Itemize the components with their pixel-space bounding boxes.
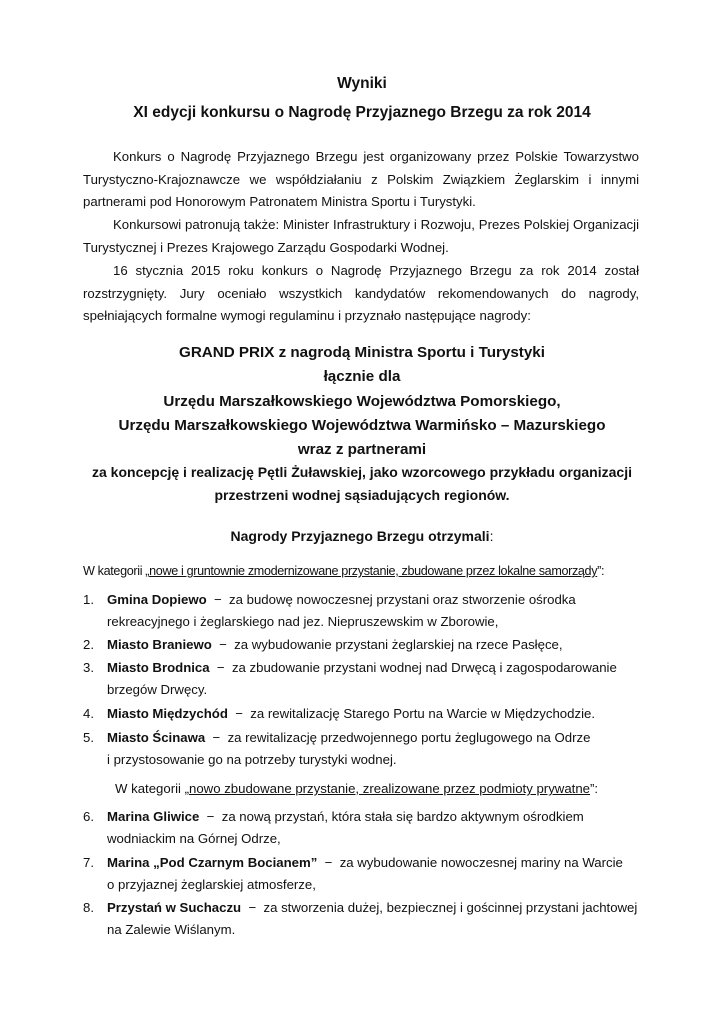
award-number: 8. bbox=[83, 900, 94, 915]
award-description: za zbudowanie przystani wodnej nad Drwęcą i zagospodarowanie bbox=[231, 660, 617, 675]
document-title: Wyniki bbox=[337, 75, 387, 92]
award-number: 4. bbox=[83, 706, 94, 721]
award-separator: − bbox=[206, 592, 230, 607]
grand-prix-line-2: łącznie dla bbox=[323, 368, 401, 385]
award-description-cont: o przyjaznej żeglarskiej atmosferze, bbox=[107, 877, 316, 892]
grand-prix-line-6: za koncepcję i realizację Pętli Żuławskiej, jako wzorcowego przykładu organizacji bbox=[92, 464, 632, 480]
award-number: 2. bbox=[83, 637, 94, 652]
award-body bbox=[107, 657, 653, 701]
category-1 bbox=[83, 561, 604, 581]
category-1-prefix: W kategorii „ bbox=[83, 564, 150, 578]
award-recipient: Miasto Braniewo bbox=[107, 637, 212, 652]
award-body bbox=[107, 634, 653, 656]
awards-heading bbox=[60, 528, 664, 544]
award-body bbox=[107, 852, 653, 896]
award-body bbox=[107, 727, 653, 771]
award-separator: − bbox=[317, 855, 340, 870]
award-recipient: Miasto Brodnica bbox=[107, 660, 210, 675]
award-number: 3. bbox=[83, 660, 94, 675]
grand-prix-line-5: wraz z partnerami bbox=[297, 441, 427, 458]
award-description-cont: i przystosowanie go na potrzeby turystyki wodnej. bbox=[107, 752, 397, 767]
award-number: 1. bbox=[83, 592, 94, 607]
award-recipient: Gmina Dopiewo bbox=[107, 592, 207, 607]
grand-prix-line-1: GRAND PRIX z nagrodą Ministra Sportu i Turystyki bbox=[179, 344, 545, 361]
award-body bbox=[107, 589, 653, 633]
award-separator: − bbox=[211, 637, 235, 652]
award-separator: − bbox=[227, 706, 251, 721]
awards-heading-text: Nagrody Przyjaznego Brzegu otrzymali bbox=[230, 528, 490, 544]
award-recipient: Marina „Pod Czarnym Bocianem” bbox=[107, 855, 318, 870]
award-description-cont: rekreacyjnego i żeglarskiego nad jez. Niepruszewskim w Zborowie, bbox=[107, 614, 499, 629]
award-body bbox=[107, 897, 653, 941]
award-description-cont: na Zalewie Wiślanym. bbox=[107, 922, 236, 937]
category-2-name: nowo zbudowane przystanie, zrealizowane przez podmioty prywatne bbox=[189, 781, 590, 796]
award-separator: − bbox=[199, 809, 222, 824]
award-description: za budowę nowoczesnej przystani oraz stworzenie ośrodka bbox=[229, 592, 576, 607]
award-separator: − bbox=[241, 900, 264, 915]
award-recipient: Miasto Ścinawa bbox=[107, 730, 206, 745]
award-description: za stworzenia dużej, bezpiecznej i gościnnej przystani jachtowej bbox=[263, 900, 638, 915]
award-description: za rewitalizację przedwojennego portu żeglugowego na Odrze bbox=[227, 730, 591, 745]
grand-prix-line-4: Urzędu Marszałkowskiego Województwa Warmińsko – Mazurskiego bbox=[118, 417, 606, 434]
award-description: za wybudowanie nowoczesnej mariny na Warcie bbox=[339, 855, 623, 870]
award-description: za rewitalizację Starego Portu na Warcie w Międzychodzie. bbox=[250, 706, 595, 721]
intro-paragraph-2 bbox=[83, 214, 639, 259]
intro-paragraph-3 bbox=[83, 260, 639, 328]
intro-paragraph-1 bbox=[83, 146, 639, 214]
award-description-cont: brzegów Drwęcy. bbox=[107, 682, 208, 697]
award-number: 7. bbox=[83, 855, 94, 870]
category-1-suffix: ”: bbox=[597, 564, 605, 578]
award-separator: − bbox=[209, 660, 232, 675]
awards-heading-colon: : bbox=[489, 528, 494, 544]
grand-prix-line-3: Urzędu Marszałkowskiego Województwa Pomorskiego, bbox=[163, 393, 561, 410]
award-description-cont: wodniackim na Górnej Odrze, bbox=[107, 831, 281, 846]
award-recipient: Marina Gliwice bbox=[107, 809, 200, 824]
document-subtitle: XI edycji konkursu o Nagrodę Przyjaznego Brzegu za rok 2014 bbox=[133, 104, 591, 121]
intro-text-3: 16 stycznia 2015 roku konkurs o Nagrodę Przyjaznego Brzegu za rok 2014 został rozstrzygnięty. Jury oceniało wszystkich kandydatów rekomendowanych do nagrody, spełniających formalne wymogi regulaminu i przyznało następujące nagrody: bbox=[83, 263, 639, 323]
award-body bbox=[107, 703, 653, 725]
award-body bbox=[107, 806, 653, 850]
award-recipient: Przystań w Suchaczu bbox=[107, 900, 242, 915]
intro-text-1: Konkurs o Nagrodę Przyjaznego Brzegu jest organizowany przez Polskie Towarzystwo Turystyczno-Krajoznawcze we współdziałaniu z Polskim Związkiem Żeglarskim i innymi partnerami pod Honorowym Patronatem Ministra Sportu i Turystyki. bbox=[83, 149, 639, 209]
award-separator: − bbox=[205, 730, 228, 745]
award-number: 6. bbox=[83, 809, 94, 824]
category-2-suffix: ”: bbox=[590, 781, 599, 796]
intro-text-2: Konkursowi patronują także: Minister Infrastruktury i Rozwoju, Prezes Polskiej Organizacji Turystycznej i Prezes Krajowego Zarządu Gospodarki Wodnej. bbox=[83, 217, 639, 255]
category-2 bbox=[115, 779, 598, 799]
category-2-prefix: W kategorii „ bbox=[115, 781, 190, 796]
award-description: za nową przystań, która stała się bardzo aktywnym ośrodkiem bbox=[221, 809, 584, 824]
category-1-name: nowe i gruntownie zmodernizowane przystanie, zbudowane przez lokalne samorządy bbox=[149, 564, 598, 578]
grand-prix-line-7: przestrzeni wodnej sąsiadujących regionów. bbox=[214, 487, 510, 503]
award-description: za wybudowanie przystani żeglarskiej na rzece Pasłęce, bbox=[234, 637, 563, 652]
award-recipient: Miasto Międzychód bbox=[107, 706, 228, 721]
award-number: 5. bbox=[83, 730, 94, 745]
